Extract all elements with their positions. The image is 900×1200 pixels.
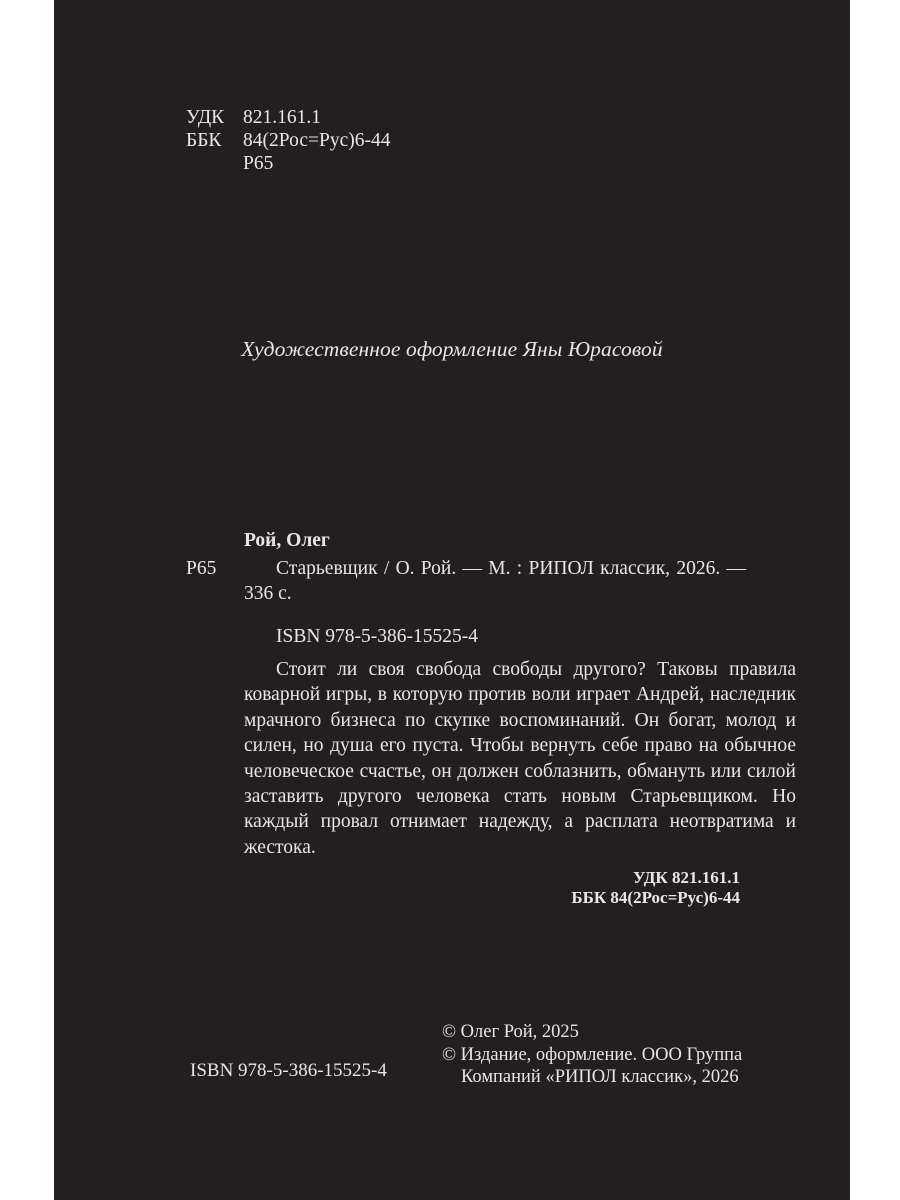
bibliographic-author: Рой, Олег [244, 530, 330, 551]
classification-row-udk [186, 106, 390, 129]
classification-value-bbk: 84(2Рос=Рус)6-44 [243, 130, 391, 151]
classification-row-sigla [186, 152, 390, 175]
copyright-line-author: © Олег Рой, 2025 [442, 1022, 579, 1042]
classification-value-udk: 821.161.1 [243, 107, 321, 128]
bibliographic-description-block [186, 556, 746, 607]
classification-repeat-bbk: ББК 84(2Рос=Рус)6-44 [571, 887, 740, 907]
copyright-page [54, 0, 850, 1200]
copyright-line-publisher: Компаний «РИПОЛ классик», 2026 [461, 1067, 739, 1088]
bibliographic-isbn: ISBN 978-5-386-15525-4 [276, 625, 479, 647]
classification-repeat-block [571, 868, 740, 907]
classification-key-sigla [186, 152, 243, 175]
copyright-line-edition: © Издание, оформление. ООО Группа [442, 1044, 743, 1065]
classification-key-udk: УДК [186, 107, 225, 128]
annotation-paragraph: Стоит ли своя свобода свободы другого? Таковы правила коварной игры, в которую против воли играет Андрей, наследник мрачного бизнеса по скупке воспоминаний. Он богат, молод и силен, но душа его пуста. Чтобы вернуть себе право на обычное человеческое счастье, он должен соблазнить, обмануть или силой заставить другого человека стать новым Старьевщиком. Но каждый провал отнимает надежду, а расплата неотвратима и жестока. [244, 659, 796, 858]
copyright-block [442, 1021, 742, 1089]
bibliographic-sigla: Р65 [186, 557, 217, 579]
classification-block [186, 106, 390, 175]
bibliographic-record [186, 528, 746, 649]
footer-isbn: ISBN 978-5-386-15525-4 [190, 1060, 387, 1081]
classification-value-sigla: Р65 [243, 153, 274, 174]
art-credit-line: Художественное оформление Яны Юрасовой [241, 337, 663, 361]
classification-row-bbk [186, 129, 390, 152]
classification-key-bbk: ББК [186, 130, 222, 151]
classification-repeat-udk: УДК 821.161.1 [632, 868, 740, 887]
bibliographic-description: Старьевщик / О. Рой. — М. : РИПОЛ классик, 2026. — 336 с. [244, 557, 746, 604]
